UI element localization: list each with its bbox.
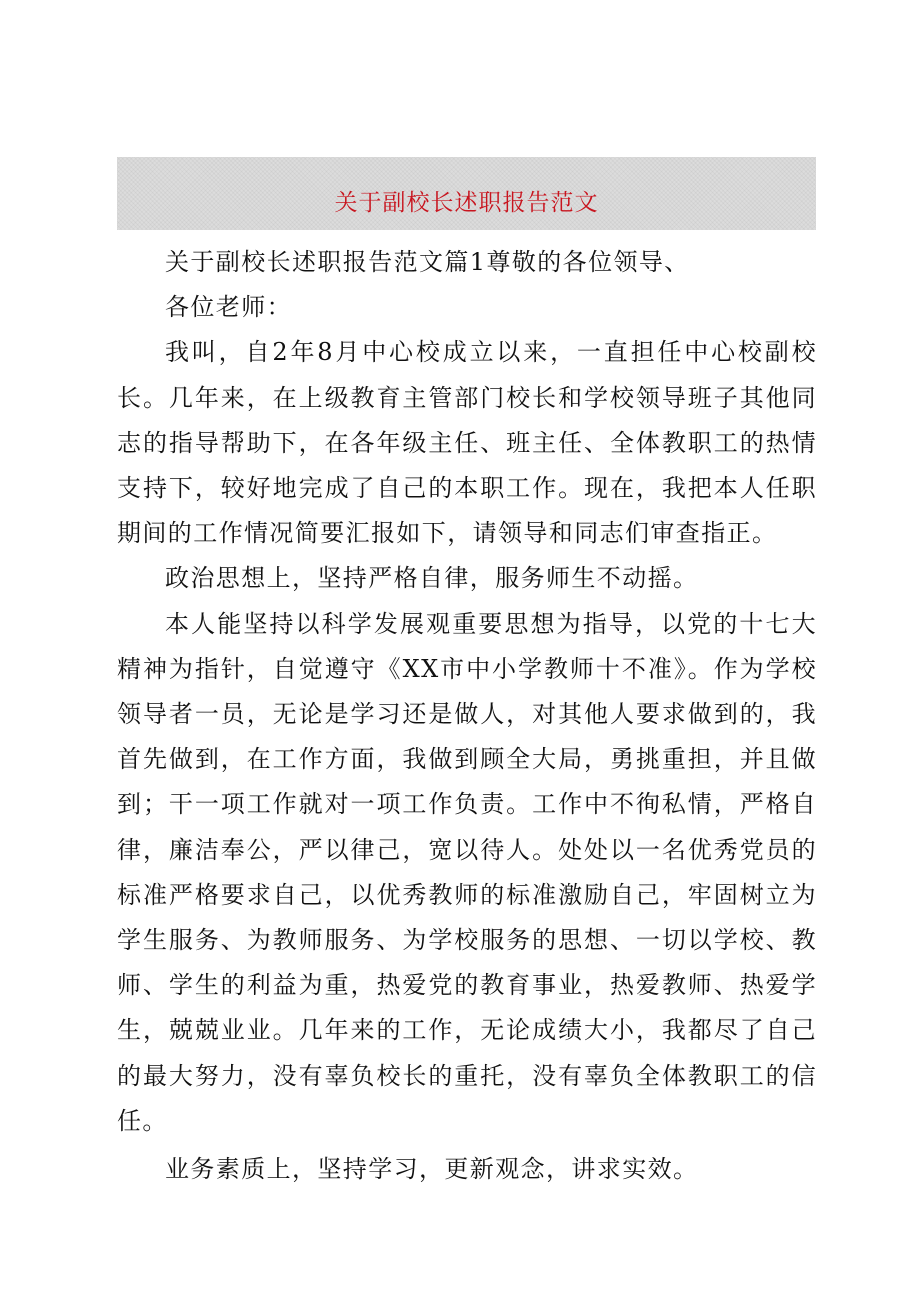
title-banner [117,157,816,230]
paragraph-political-detail: 本人能坚持以科学发展观重要思想为指导，以党的十七大精神为指针，自觉遵守《XX市中小学教师十不准》。作为学校领导者一员，无论是学习还是做人，对其他人要求做到的，我首先做到，在工作方面，我做到顾全大局，勇挑重担，并且做到；干一项工作就对一项工作负责。工作中不徇私情，严格自律，廉洁奉公，严以律己，宽以待人。处处以一名优秀党员的标准严格要求自己，以优秀教师的标准激励自己，牢固树立为学生服务、为教师服务、为学校服务的思想、一切以学校、教师、学生的利益为重，热爱党的教育事业，热爱教师、热爱学生，兢兢业业。几年来的工作，无论成绩大小，我都尽了自己的最大努力，没有辜负校长的重托，没有辜负全体教职工的信任。 [117,609,817,1135]
paragraph-introduction: 我叫，自2年8月中心校成立以来，一直担任中心校副校长。几年来，在上级教育主管部门校长和学校领导班子其他同志的指导帮助下，在各年级主任、班主任、全体教职工的热情支持下，较好地完成了自己的本职工作。现在，我把本人任职期间的工作情况简要汇报如下，请领导和同志们审查指正。 [117,338,817,548]
paragraph-section-political: 政治思想上，坚持严格自律，服务师生不动摇。 [165,564,699,593]
paragraph-salutation: 各位老师： [165,293,292,322]
paragraph-section-professional: 业务素质上，坚持学习，更新观念，讲求实效。 [165,1155,699,1184]
document-title: 关于副校长述职报告范文 [334,190,599,216]
document-body [117,240,817,1192]
paragraph-intro-heading: 关于副校长述职报告范文篇1尊敬的各位领导、 [165,248,690,276]
